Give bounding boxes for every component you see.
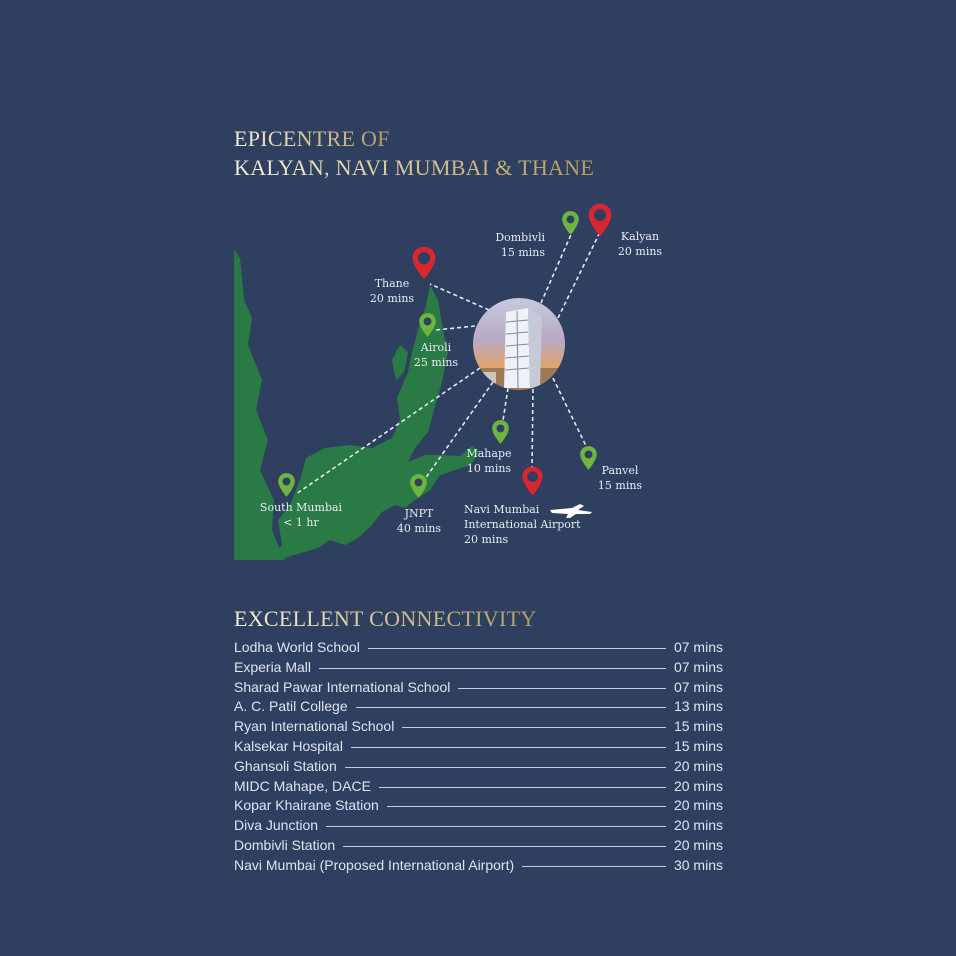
connectivity-title: EXCELLENT CONNECTIVITY [234,606,537,631]
place-name: Dombivli Station [234,836,336,853]
place-name: Experia Mall [234,658,312,675]
list-item [234,837,723,857]
place-name: MIDC Mahape, DACE [234,777,371,794]
travel-time: 13 mins [673,698,723,715]
travel-time: 20 mins [673,817,723,834]
place-name: A. C. Patil College [234,698,348,715]
place-name: Navi Mumbai (Proposed International Airport) [234,856,515,873]
list-item [234,639,723,659]
airport-name-line-2: International Airport [464,518,581,531]
list-item [234,738,723,758]
panvel-pin-icon [580,446,597,470]
leader-line [345,767,666,768]
leader-line [319,668,666,669]
leader-line [326,826,666,827]
leader-line [522,866,666,867]
travel-time: 07 mins [673,658,723,675]
jnpt-time: 40 mins [396,522,442,535]
leader-line [402,727,666,728]
panvel-name: Panvel [601,464,639,477]
travel-time: 20 mins [673,836,723,853]
leader-line [351,747,666,748]
mahape-name: Mahape [466,447,512,460]
travel-time: 15 mins [673,737,723,754]
dombivli-pin-icon [562,211,579,235]
list-item [234,718,723,738]
travel-time: 20 mins [673,757,723,774]
south-mumbai-pin-icon [278,473,295,497]
heading-line-2: KALYAN, NAVI MUMBAI & THANE [234,155,595,180]
list-item [234,778,723,798]
kalyan-pin-icon [589,204,612,237]
list-item [234,659,723,679]
place-name: Ryan International School [234,718,395,735]
list-item [234,758,723,778]
airport-name-line-1: Navi Mumbai [464,503,540,516]
kalyan-time: 20 mins [617,245,663,258]
airport-pin-icon [522,467,542,496]
travel-time: 15 mins [673,718,723,735]
list-item [234,857,723,877]
airplane-icon [550,504,592,518]
travel-time: 30 mins [673,856,723,873]
dombivli-time: 15 mins [500,246,545,259]
panvel-time: 15 mins [597,479,643,492]
leader-line [368,648,666,649]
heading-line-1: EPICENTRE OF [234,126,390,151]
dombivli-name: Dombivli [495,231,545,244]
place-name: Kalsekar Hospital [234,737,343,754]
jnpt-name: JNPT [404,507,434,520]
travel-time: 20 mins [673,797,723,814]
airport-time: 20 mins [464,533,509,546]
leader-line [379,787,666,788]
thane-pin-icon [413,247,436,280]
leader-line [458,688,666,689]
airoli-time: 25 mins [413,356,459,369]
project-tower-image [473,298,565,392]
thane-name: Thane [374,277,410,290]
south-mumbai-time: < 1 hr [283,516,319,529]
airoli-name: Airoli [420,341,452,354]
travel-time: 07 mins [673,639,723,655]
leader-line [343,846,666,847]
place-name: Ghansoli Station [234,757,337,774]
place-name: Sharad Pawar International School [234,678,451,695]
list-item [234,817,723,837]
travel-time: 20 mins [673,777,723,794]
connectivity-list [234,639,723,877]
list-item [234,679,723,699]
place-name: Lodha World School [234,639,360,655]
list-item [234,797,723,817]
travel-time: 07 mins [673,678,723,695]
leader-line [356,707,666,708]
south-mumbai-name: South Mumbai [259,501,343,514]
kalyan-name: Kalyan [620,230,660,243]
list-item [234,698,723,718]
place-name: Kopar Khairane Station [234,797,379,814]
mahape-time: 10 mins [466,462,512,475]
leader-line [387,806,666,807]
place-name: Diva Junction [234,817,319,834]
thane-time: 20 mins [369,292,415,305]
mahape-pin-icon [492,420,509,444]
